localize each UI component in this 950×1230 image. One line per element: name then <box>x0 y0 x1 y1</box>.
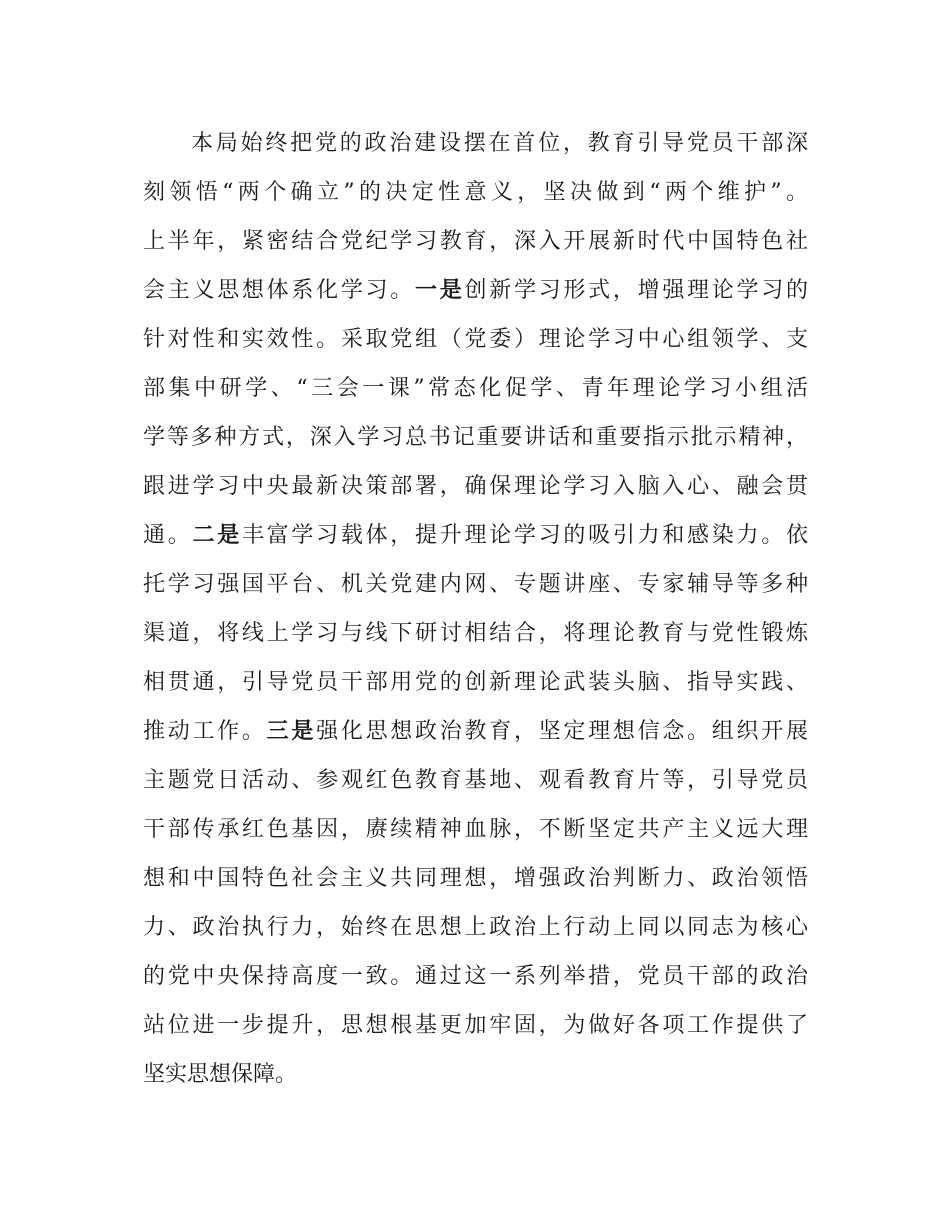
text-line <box>143 511 808 560</box>
emphasis-second: 二是 <box>192 523 242 548</box>
text-line: 力、政治执行力，始终在思想上政治上行动上同以同志为核心 <box>143 915 808 940</box>
text-line: 主题党日活动、参观红色教育基地、观看教育片等，引导党员 <box>143 768 808 793</box>
emphasis-first: 一是 <box>415 278 465 303</box>
text-segment: 强化思想政治教育，坚定理想信念。组织开展 <box>316 719 808 744</box>
text-segment: 丰富学习载体，提升理论学习的吸引力和感染力。依 <box>241 523 808 548</box>
text-line: 托学习强国平台、机关党建内网、专题讲座、专家辅导等多种 <box>143 572 808 597</box>
text-line <box>143 707 808 756</box>
text-line <box>143 266 808 315</box>
text-line: 部集中研学、“三会一课”常态化促学、青年理论学习小组活 <box>143 376 808 401</box>
emphasis-third: 三是 <box>266 719 317 744</box>
text-line: 跟进学习中央最新决策部署，确保理论学习入脑入心、融会贯 <box>143 474 808 499</box>
text-segment: 推动工作。 <box>143 719 267 744</box>
text-line: 刻领悟“两个确立”的决定性意义，坚决做到“两个维护”。 <box>143 180 808 205</box>
text-line: 的党中央保持高度一致。通过这一系列举措，党员干部的政治 <box>143 964 808 989</box>
text-line: 渠道，将线上学习与线下研讨相结合，将理论教育与党性锻炼 <box>143 621 808 646</box>
text-line: 上半年，紧密结合党纪学习教育，深入开展新时代中国特色社 <box>143 229 808 254</box>
text-line: 想和中国特色社会主义共同理想，增强政治判断力、政治领悟 <box>143 866 808 891</box>
text-segment: 创新学习形式，增强理论学习的 <box>464 278 808 303</box>
text-line: 干部传承红色基因，赓续精神血脉，不断坚定共产主义远大理 <box>143 817 808 842</box>
text-line: 相贯通，引导党员干部用党的创新理论武装头脑、指导实践、 <box>143 670 808 695</box>
text-line: 本局始终把党的政治建设摆在首位，教育引导党员干部深 <box>191 131 808 156</box>
text-line: 学等多种方式，深入学习总书记重要讲话和重要指示批示精神， <box>143 425 808 450</box>
body-paragraph <box>143 119 808 1099</box>
text-line: 站位进一步提升，思想根基更加牢固，为做好各项工作提供了 <box>143 1013 808 1038</box>
text-segment: 会主义思想体系化学习。 <box>143 278 416 303</box>
text-segment: 通。 <box>143 523 193 548</box>
text-line: 坚实思想保障。 <box>143 1062 298 1087</box>
text-line: 针对性和实效性。采取党组（党委）理论学习中心组领学、支 <box>143 327 808 352</box>
